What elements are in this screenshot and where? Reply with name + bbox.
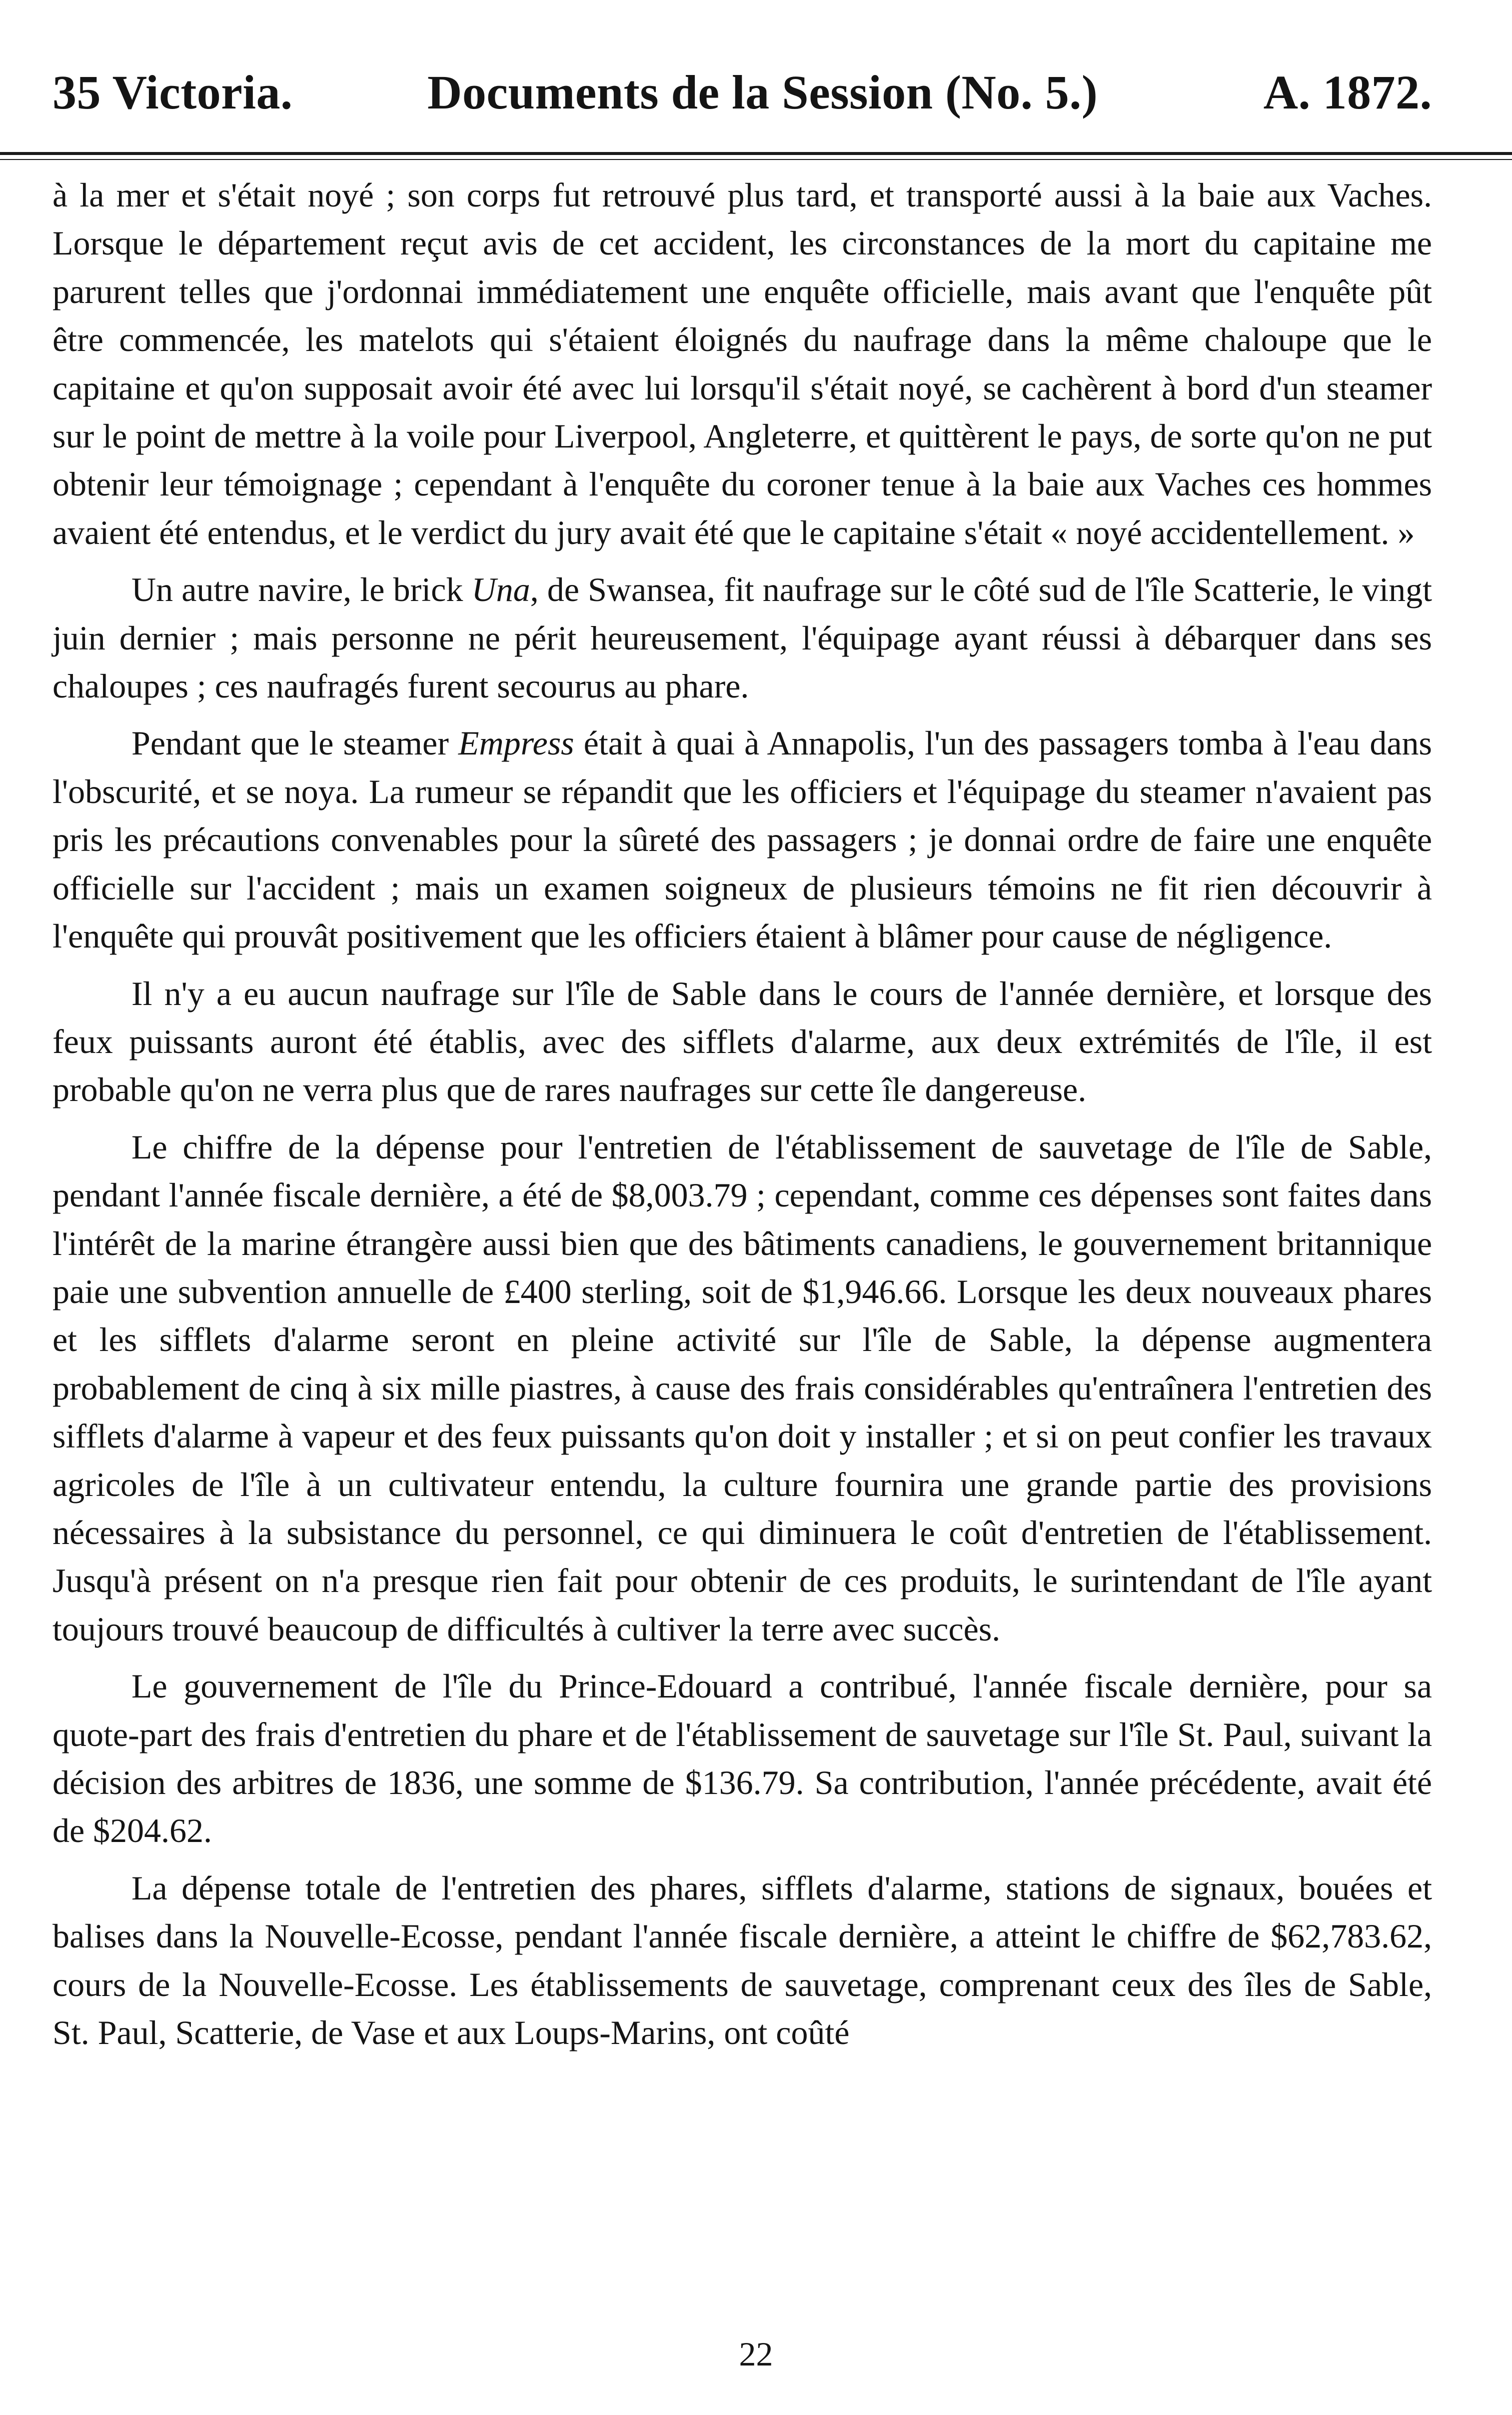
- paragraph-total-expense: [52, 1864, 1432, 2057]
- header-title: Documents de la Session (No. 5.): [427, 66, 1098, 119]
- body-text: [52, 171, 1432, 2066]
- paragraph-text: Pendant que le steamer: [131, 724, 458, 762]
- paragraph-sable-expense: [52, 1123, 1432, 1653]
- paragraph-text: était à quai à Annapolis, l'un des passagers tomba à l'eau dans l'obscurité, et se noya. La rumeur se répandit que les officiers et l'équipage du steamer n'avaient pas pris les précautions convenables pour la sûreté des passagers ; je donnai ordre de faire une enquête officielle sur l'accident ; mais un examen soigneux de plusieurs témoins ne fit rien découvrir à l'enquête qui prouvât positivement que les officiers étaient à blâmer pour cause de négligence.: [52, 724, 1432, 956]
- paragraph-continued: [52, 171, 1432, 556]
- header-rule-thin: [0, 159, 1512, 160]
- paragraph-text: Le chiffre de la dépense pour l'entretien de l'établissement de sauvetage de l'île de Sable, pendant l'année fiscale dernière, a été de $8,003.79 ; cependant, comme ces dépenses sont faites dans l'intérêt de la marine étrangère aussi bien que des bâtiments canadiens, le gouvernement britannique paie une subvention annuelle de £400 sterling, soit de $1,946.66. Lorsque les deux nouveaux phares et les sifflets d'alarme seront en pleine activité sur l'île de Sable, la dépense augmentera probablement de cinq à six mille piastres, à cause des frais considérables qu'entraînera l'entretien des sifflets d'alarme à vapeur et des feux puissants qu'on doit y installer ; et si on peut confier les travaux agricoles de l'île à un cultivateur entendu, la culture fournira une grande partie des provisions nécessaires à la subsistance du personnel, ce qui diminuera le coût d'entretien de l'établissement. Jusqu'à présent on n'a presque rien fait pour obtenir de ces produits, le surintendant de l'île ayant toujours trouvé beaucoup de difficultés à cultiver la terre avec succès.: [52, 1128, 1432, 1648]
- paragraph-sable-island: [52, 970, 1432, 1114]
- page-number: 22: [739, 2335, 773, 2373]
- paragraph-text: Le gouvernement de l'île du Prince-Edouard a contribué, l'année fiscale dernière, pour sa quote-part des frais d'entretien du phare et de l'établissement de sauvetage sur l'île St. Paul, suivant la décision des arbitres de 1836, une somme de $136.79. Sa contribution, l'année précédente, avait été de $204.62.: [52, 1667, 1432, 1850]
- paragraph-text: , de Swansea, fit naufrage sur le côté sud de l'île Scatterie, le vingt juin dernier ; mais personne ne périt heureusement, l'équipage ayant réussi à débarquer dans ses chaloupes ; ces naufragés furent secourus au phare.: [52, 570, 1432, 706]
- header-regnal-year: 35 Victoria.: [52, 66, 293, 119]
- paragraph-text: La dépense totale de l'entretien des phares, sifflets d'alarme, stations de signaux, bouées et balises dans la Nouvelle-Ecosse, pendant l'année fiscale dernière, a atteint le chiffre de $62,783.62, cours de la Nouvelle-Ecosse. Les établissements de sauvetage, comprenant ceux des îles de Sable, St. Paul, Scatterie, de Vase et aux Loups-Marins, ont coûté: [52, 1868, 1432, 2052]
- paragraph-text: Il n'y a eu aucun naufrage sur l'île de Sable dans le cours de l'année dernière, et lorsque des feux puissants auront été établis, avec des sifflets d'alarme, aux deux extrémités de l'île, il est probable qu'on ne verra plus que de rares naufrages sur cette île dangereuse.: [52, 974, 1432, 1109]
- header-year: A. 1872.: [1263, 66, 1432, 119]
- paragraph-empress: [52, 719, 1432, 960]
- paragraph-text: Un autre navire, le brick: [131, 570, 472, 609]
- ship-name-una: Una: [471, 570, 530, 609]
- running-header: [52, 0, 1432, 140]
- header-rule-thick: [0, 152, 1512, 155]
- paragraph-una: [52, 566, 1432, 710]
- paragraph-text: à la mer et s'était noyé ; son corps fut retrouvé plus tard, et transporté aussi à la baie aux Vaches. Lorsque le département reçut avis de cet accident, les circonstances de la mort du capitaine me parurent telles que j'ordonnai immédiatement une enquête officielle, mais avant que l'enquête pût être commencée, les matelots qui s'étaient éloignés du naufrage dans la même chaloupe que le capitaine et qu'on supposait avoir été avec lui lorsqu'il s'était noyé, se cachèrent à bord d'un steamer sur le point de mettre à la voile pour Liverpool, Angleterre, et quittèrent le pays, de sorte qu'on ne put obtenir leur témoignage ; cependant à l'enquête du coroner tenue à la baie aux Vaches ces hommes avaient été entendus, et le verdict du jury avait été que le capitaine s'était « noyé accidentellement. »: [52, 176, 1432, 552]
- ship-name-empress: Empress: [458, 724, 574, 762]
- paragraph-prince-edward: [52, 1662, 1432, 1855]
